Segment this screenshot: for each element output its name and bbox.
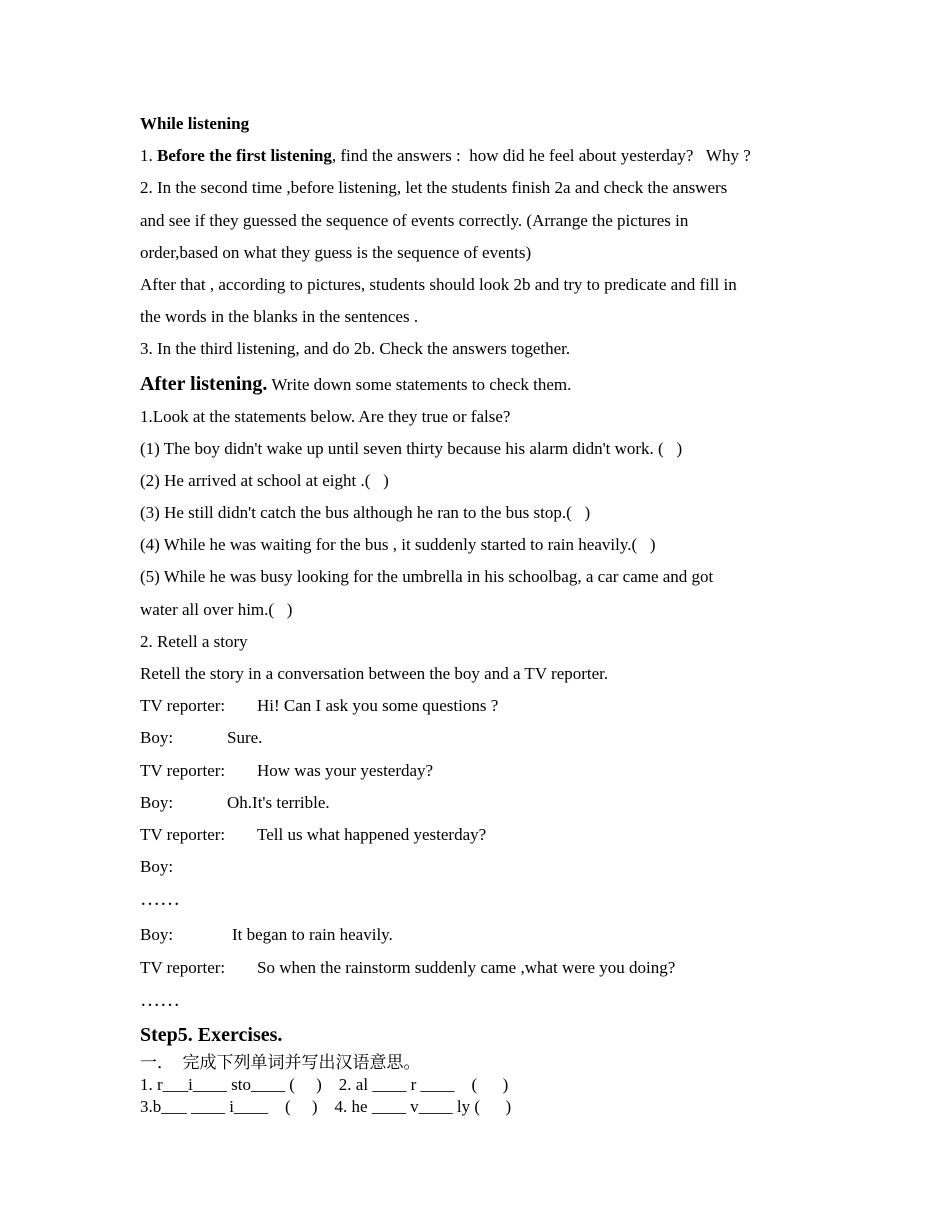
item-bold-text: Before the first listening (157, 146, 332, 166)
dialog-text: Oh.It's terrible. (227, 792, 330, 812)
dialog-line (140, 923, 820, 955)
speaker-reporter: TV reporter: (140, 957, 226, 977)
dialog-line (140, 855, 820, 887)
speaker-reporter: TV reporter: (140, 824, 226, 844)
while-item-2-line-1: 2. In the second time ,before listening, let the students finish 2a and check the answers (140, 178, 728, 198)
document-page (140, 112, 820, 1118)
speaker-boy: Boy: (140, 728, 174, 748)
ellipsis: …… (140, 988, 180, 1011)
dialog-line (140, 726, 820, 758)
exercise-line-1: 1. r___i____ sto____ ( ) 2. al ____ r ____ ( ) (140, 1074, 509, 1094)
dialog-line (140, 823, 820, 855)
speaker-boy: Boy: (140, 857, 174, 877)
statement-3: (3) He still didn't catch the bus although he ran to the bus stop.( ) (140, 503, 591, 523)
dialog-line (140, 791, 820, 823)
while-item-1 (140, 144, 820, 176)
after-that-line-1: After that , according to pictures, students should look 2b and try to predicate and fill in (140, 274, 737, 294)
speaker-boy: Boy: (140, 925, 174, 945)
retell-intro: Retell the story in a conversation between the boy and a TV reporter. (140, 664, 609, 683)
dialog-line (140, 759, 820, 791)
statements-intro: 1.Look at the statements below. Are they true or false? (140, 406, 511, 426)
while-item-2-line-2: and see if they guessed the sequence of events correctly. (Arrange the pictures in (140, 210, 689, 230)
dialog-text: Hi! Can I ask you some questions ? (257, 696, 499, 716)
dialog-text: Sure. (227, 728, 263, 748)
exercise-instruction: 一． 完成下列单词并写出汉语意思。 (140, 1052, 421, 1072)
statement-5-line-1: (5) While he was busy looking for the umbrella in his schoolbag, a car came and got (140, 567, 714, 587)
after-listening-heading: After listening. (140, 372, 268, 395)
dialog-text: Tell us what happened yesterday? (257, 824, 487, 844)
item-number: 1. (140, 146, 157, 166)
dialog-line (140, 956, 820, 988)
item-text: , find the answers : how did he feel about yesterday? Why ? (331, 146, 751, 166)
exercise-line-2: 3.b___ ____ i____ ( ) 4. he ____ v____ ly ( ) (140, 1096, 512, 1116)
while-item-2-line-3: order,based on what they guess is the sequence of events) (140, 242, 532, 262)
dialog-text: It began to rain heavily. (232, 925, 393, 945)
while-listening-heading: While listening (140, 114, 250, 133)
statement-2: (2) He arrived at school at eight .( ) (140, 470, 389, 490)
dialog-text: How was your yesterday? (257, 760, 434, 780)
dialog-line (140, 694, 820, 726)
dialog-text: So when the rainstorm suddenly came ,what were you doing? (257, 957, 676, 977)
while-item-3: 3. In the third listening, and do 2b. Check the answers together. (140, 339, 571, 359)
step5-heading: Step5. Exercises. (140, 1023, 283, 1046)
after-that-line-2: the words in the blanks in the sentences . (140, 307, 419, 327)
speaker-boy: Boy: (140, 792, 174, 812)
retell-title: 2. Retell a story (140, 631, 248, 651)
statement-1: (1) The boy didn't wake up until seven thirty because his alarm didn't work. ( ) (140, 438, 683, 458)
speaker-reporter: TV reporter: (140, 760, 226, 780)
speaker-reporter: TV reporter: (140, 696, 226, 716)
statement-5-line-2: water all over him.( ) (140, 599, 293, 619)
after-listening-text: Write down some statements to check them. (267, 374, 572, 394)
statement-4: (4) While he was waiting for the bus , it suddenly started to rain heavily.( ) (140, 535, 656, 555)
ellipsis: …… (140, 888, 180, 911)
after-listening-line (140, 370, 820, 405)
